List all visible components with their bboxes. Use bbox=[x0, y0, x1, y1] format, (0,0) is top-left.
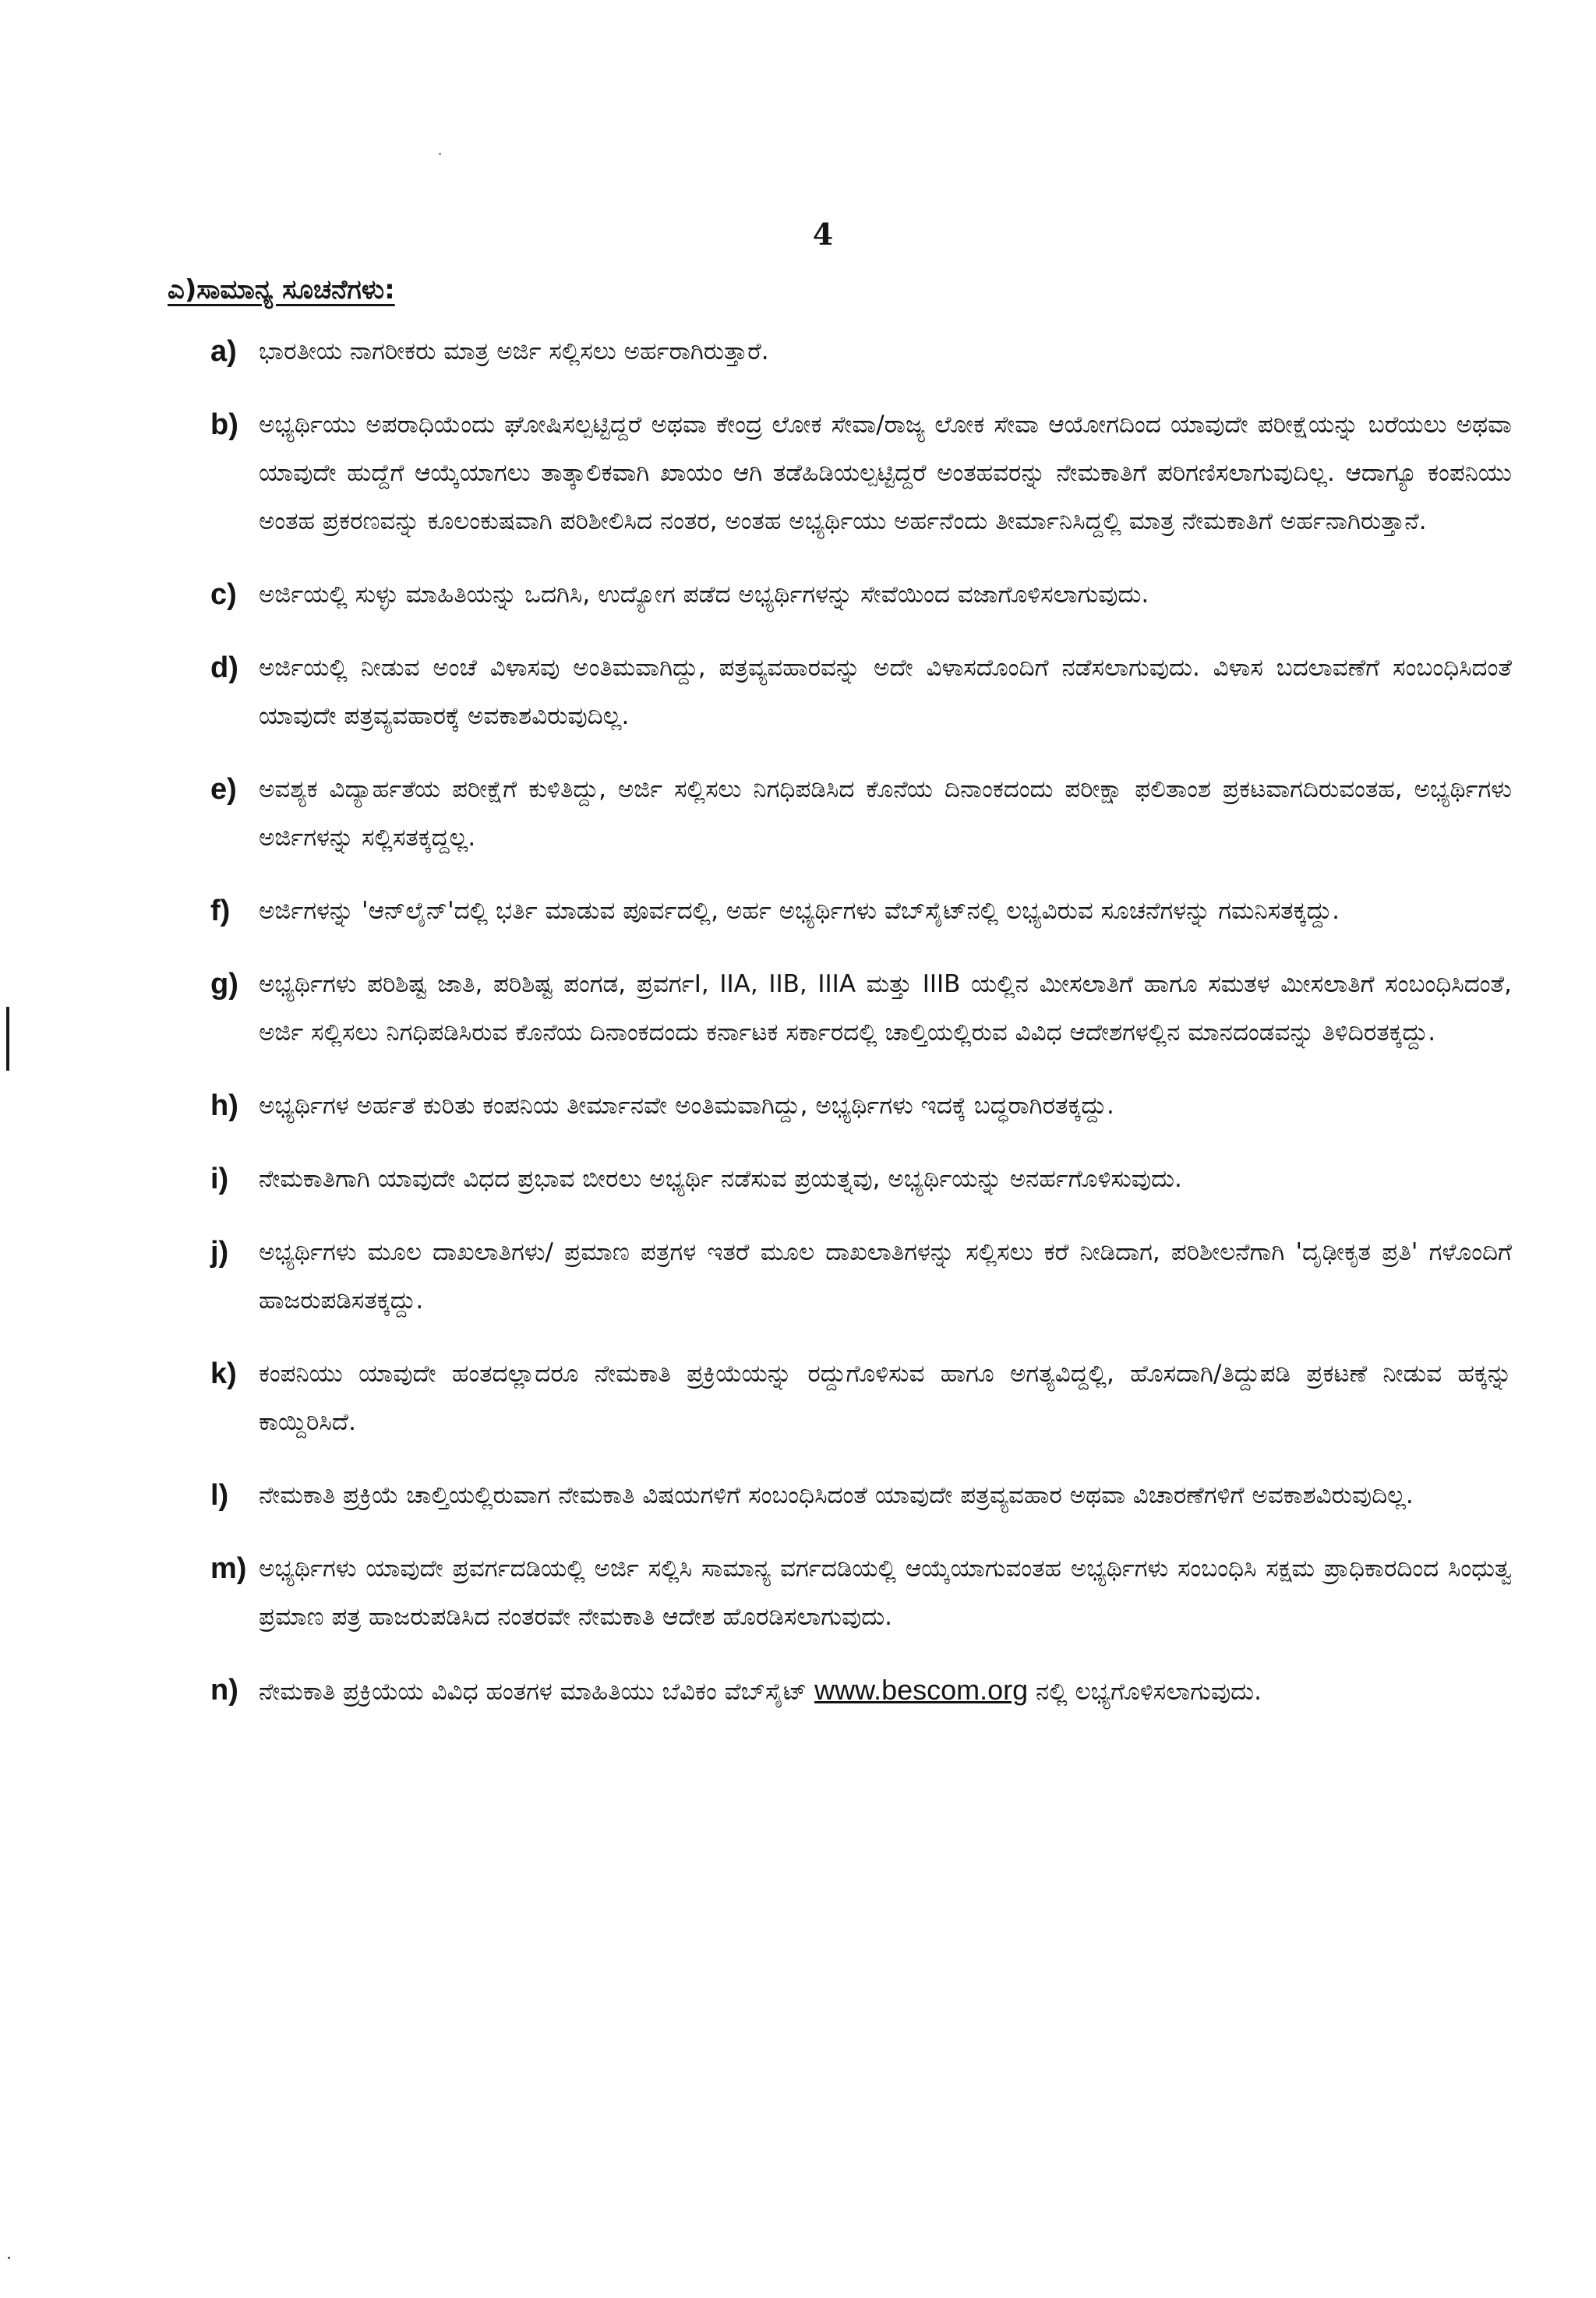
scan-speck bbox=[439, 153, 441, 155]
section-heading: ಎ)ಸಾಮಾನ್ಯ ಸೂಚನೆಗಳು: bbox=[168, 274, 395, 305]
item-letter: m) bbox=[210, 1552, 247, 1585]
scan-margin-mark bbox=[6, 1007, 9, 1071]
item-text: ಅಭ್ಯರ್ಥಿಗಳು ಮೂಲ ದಾಖಲಾತಿಗಳು/ ಪ್ರಮಾಣ ಪತ್ರಗಳ ಇತರೆ ಮೂಲ ದಾಖಲಾತಿಗಳನ್ನು ಸಲ್ಲಿಸಲು ಕರೆ ನೀಡಿದಾಗ, ಪರಿಶೀಲನೆಗಾಗಿ 'ದೃಢೀಕೃತ ಪ್ರತಿ' ಗಳೊಂದಿಗೆ ಹಾಜರುಪಡಿಸತಕ್ಕದ್ದು. bbox=[259, 1238, 1512, 1315]
list-item-a bbox=[210, 327, 1512, 376]
item-letter: j) bbox=[210, 1236, 229, 1269]
item-text: ಅರ್ಜಿಯಲ್ಲಿ ನೀಡುವ ಅಂಚೆ ವಿಳಾಸವು ಅಂತಿಮವಾಗಿದ್ದು, ಪತ್ರವ್ಯವಹಾರವನ್ನು ಅದೇ ವಿಳಾಸದೊಂದಿಗೆ ನಡೆಸಲಾಗುವುದು. ವಿಳಾಸ ಬದಲಾವಣೆಗೆ ಸಂಬಂಧಿಸಿದಂತೆ ಯಾವುದೇ ಪತ್ರವ್ಯವಹಾರಕ್ಕೆ ಅವಕಾಶವಿರುವುದಿಲ್ಲ. bbox=[259, 654, 1512, 730]
item-letter: b) bbox=[210, 408, 238, 441]
item-letter: h) bbox=[210, 1089, 238, 1122]
item-letter: g) bbox=[210, 968, 238, 1001]
list-item-g bbox=[210, 960, 1512, 1057]
item-text: ಅಭ್ಯರ್ಥಿಗಳು ಯಾವುದೇ ಪ್ರವರ್ಗದಡಿಯಲ್ಲಿ ಅರ್ಜಿ ಸಲ್ಲಿಸಿ ಸಾಮಾನ್ಯ ವರ್ಗದಡಿಯಲ್ಲಿ ಆಯ್ಕೆಯಾಗುವಂತಹ ಅಭ್ಯರ್ಥಿಗಳು ಸಂಬಂಧಿಸಿ ಸಕ್ಷಮ ಪ್ರಾಧಿಕಾರದಿಂದ ಸಿಂಧುತ್ವ ಪ್ರಮಾಣ ಪತ್ರ ಹಾಜರುಪಡಿಸಿದ ನಂತರವೇ ನೇಮಕಾತಿ ಆದೇಶ ಹೊರಡಿಸಲಾಗುವುದು. bbox=[259, 1555, 1512, 1631]
item-text: ಅರ್ಜಿಯಲ್ಲಿ ಸುಳ್ಳು ಮಾಹಿತಿಯನ್ನು ಒದಗಿಸಿ, ಉದ್ಯೋಗ ಪಡೆದ ಅಭ್ಯರ್ಥಿಗಳನ್ನು ಸೇವೆಯಿಂದ ವಜಾಗೊಳಿಸಲಾಗುವುದು. bbox=[259, 581, 1149, 609]
item-text: ಅಭ್ಯರ್ಥಿಗಳು ಪರಿಶಿಷ್ಟ ಜಾತಿ, ಪರಿಶಿಷ್ಟ ಪಂಗಡ, ಪ್ರವರ್ಗI, IIA, IIB, IIIA ಮತ್ತು IIIB ಯಲ್ಲಿನ ಮೀಸಲಾತಿಗೆ ಹಾಗೂ ಸಮತಳ ಮೀಸಲಾತಿಗೆ ಸಂಬಂಧಿಸಿದಂತೆ, ಅರ್ಜಿ ಸಲ್ಲಿಸಲು ನಿಗಧಿಪಡಿಸಿರುವ ಕೊನೆಯ ದಿನಾಂಕದಂದು ಕರ್ನಾಟಕ ಸರ್ಕಾರದಲ್ಲಿ ಚಾಲ್ತಿಯಲ್ಲಿರುವ ವಿವಿಧ ಆದೇಶಗಳಲ್ಲಿನ ಮಾನದಂಡವನ್ನು ತಿಳಿದಿರತಕ್ಕದ್ದು. bbox=[259, 970, 1512, 1047]
item-letter: c) bbox=[210, 578, 237, 611]
list-item-b bbox=[210, 401, 1512, 545]
scan-speck bbox=[8, 2257, 10, 2259]
bescom-website-link[interactable]: www.bescom.org bbox=[814, 1674, 1029, 1706]
item-text: ಅವಶ್ಯಕ ವಿದ್ಯಾರ್ಹತೆಯ ಪರೀಕ್ಷೆಗೆ ಕುಳಿತಿದ್ದು, ಅರ್ಜಿ ಸಲ್ಲಿಸಲು ನಿಗಧಿಪಡಿಸಿದ ಕೊನೆಯ ದಿನಾಂಕದಂದು ಪರೀಕ್ಷಾ ಫಲಿತಾಂಶ ಪ್ರಕಟವಾಗದಿರುವಂತಹ, ಅಭ್ಯರ್ಥಿಗಳು ಅರ್ಜಿಗಳನ್ನು ಸಲ್ಲಿಸತಕ್ಕದ್ದಲ್ಲ. bbox=[259, 775, 1512, 852]
list-item-j bbox=[210, 1228, 1512, 1325]
list-item-n bbox=[210, 1666, 1512, 1716]
item-text: ನೇಮಕಾತಿ ಪ್ರಕ್ರಿಯೆ ಚಾಲ್ತಿಯಲ್ಲಿರುವಾಗ ನೇಮಕಾತಿ ವಿಷಯಗಳಿಗೆ ಸಂಬಂಧಿಸಿದಂತೆ ಯಾವುದೇ ಪತ್ರವ್ಯವಹಾರ ಅಥವಾ ವಿಚಾರಣೆಗಳಿಗೆ ಅವಕಾಶವಿರುವುದಿಲ್ಲ. bbox=[259, 1481, 1414, 1509]
item-text: ಅಭ್ಯರ್ಥಿಗಳ ಅರ್ಹತೆ ಕುರಿತು ಕಂಪನಿಯ ತೀರ್ಮಾನವೇ ಅಂತಿಮವಾಗಿದ್ದು, ಅಭ್ಯರ್ಥಿಗಳು ಇದಕ್ಕೆ ಬದ್ಧರಾಗಿರತಕ್ಕದ್ದು. bbox=[259, 1092, 1114, 1120]
item-text: ನೇಮಕಾತಿಗಾಗಿ ಯಾವುದೇ ವಿಧದ ಪ್ರಭಾವ ಬೀರಲು ಅಭ್ಯರ್ಥಿ ನಡೆಸುವ ಪ್ರಯತ್ನವು, ಅಭ್ಯರ್ಥಿಯನ್ನು ಅನರ್ಹಗೊಳಿಸುವುದು. bbox=[259, 1165, 1182, 1193]
item-letter: n) bbox=[210, 1674, 238, 1707]
item-letter: k) bbox=[210, 1357, 237, 1390]
list-item-i bbox=[210, 1155, 1512, 1203]
item-letter: e) bbox=[210, 773, 237, 806]
list-item-e bbox=[210, 765, 1512, 862]
item-text: ಕಂಪನಿಯು ಯಾವುದೇ ಹಂತದಲ್ಲಾದರೂ ನೇಮಕಾತಿ ಪ್ರಕ್ರಿಯೆಯನ್ನು ರದ್ದುಗೊಳಿಸುವ ಹಾಗೂ ಅಗತ್ಯವಿದ್ದಲ್ಲಿ, ಹೊಸದಾಗಿ/ತಿದ್ದುಪಡಿ ಪ್ರಕಟಣೆ ನೀಡುವ ಹಕ್ಕನ್ನು ಕಾಯ್ದಿರಿಸಿದೆ. bbox=[259, 1360, 1512, 1436]
list-item-c bbox=[210, 570, 1512, 619]
item-letter: f) bbox=[210, 895, 231, 927]
item-text-before-link: ನೇಮಕಾತಿ ಪ್ರಕ್ರಿಯೆಯ ವಿವಿಧ ಹಂತಗಳ ಮಾಹಿತಿಯು ಬೆವಿಕಂ ವೆಬ್‌ಸೈಟ್ bbox=[259, 1678, 807, 1706]
item-letter: a) bbox=[210, 335, 237, 368]
list-item-k bbox=[210, 1350, 1512, 1446]
instructions-list bbox=[210, 327, 1512, 1741]
item-letter: d) bbox=[210, 651, 238, 684]
item-text: ಅರ್ಜಿಗಳನ್ನು 'ಆನ್‌ಲೈನ್'ದಲ್ಲಿ ಭರ್ತಿ ಮಾಡುವ ಪೂರ್ವದಲ್ಲಿ, ಅರ್ಹ ಅಭ್ಯರ್ಥಿಗಳು ವೆಬ್‌ಸೈಟ್‌ನಲ್ಲಿ ಲಭ್ಯವಿರುವ ಸೂಚನೆಗಳನ್ನು ಗಮನಿಸತಕ್ಕದ್ದು. bbox=[259, 897, 1340, 925]
item-text: ಅಭ್ಯರ್ಥಿಯು ಅಪರಾಧಿಯೆಂದು ಘೋಷಿಸಲ್ಪಟ್ಟಿದ್ದರೆ ಅಥವಾ ಕೇಂದ್ರ ಲೋಕ ಸೇವಾ/ರಾಜ್ಯ ಲೋಕ ಸೇವಾ ಆಯೋಗದಿಂದ ಯಾವುದೇ ಪರೀಕ್ಷೆಯನ್ನು ಬರೆಯಲು ಅಥವಾ ಯಾವುದೇ ಹುದ್ದೆಗೆ ಆಯ್ಕೆಯಾಗಲು ತಾತ್ಕಾಲಿಕವಾಗಿ ಖಾಯಂ ಆಗಿ ತಡೆಹಿಡಿಯಲ್ಪಟ್ಟಿದ್ದರೆ ಅಂತಹವರನ್ನು ನೇಮಕಾತಿಗೆ ಪರಿಗಣಿಸಲಾಗುವುದಿಲ್ಲ. ಆದಾಗ್ಯೂ ಕಂಪನಿಯು ಅಂತಹ ಪ್ರಕರಣವನ್ನು ಕೂಲಂಕುಷವಾಗಿ ಪರಿಶೀಲಿಸಿದ ನಂತರ, ಅಂತಹ ಅಭ್ಯರ್ಥಿಯು ಅರ್ಹನೆಂದು ತೀರ್ಮಾನಿಸಿದ್ದಲ್ಲಿ ಮಾತ್ರ ನೇಮಕಾತಿಗೆ ಅರ್ಹನಾಗಿರುತ್ತಾನೆ. bbox=[259, 411, 1512, 535]
list-item-l bbox=[210, 1471, 1512, 1520]
list-item-d bbox=[210, 644, 1512, 740]
item-text bbox=[259, 1666, 1512, 1716]
page-number: 4 bbox=[812, 217, 834, 252]
item-text-after-link: ನಲ್ಲಿ ಲಭ್ಯಗೊಳಿಸಲಾಗುವುದು. bbox=[1036, 1678, 1262, 1706]
list-item-h bbox=[210, 1082, 1512, 1130]
list-item-f bbox=[210, 887, 1512, 935]
item-text: ಭಾರತೀಯ ನಾಗರೀಕರು ಮಾತ್ರ ಅರ್ಜಿ ಸಲ್ಲಿಸಲು ಅರ್ಹರಾಗಿರುತ್ತಾರೆ. bbox=[259, 337, 769, 365]
item-letter: l) bbox=[210, 1479, 229, 1512]
list-item-m bbox=[210, 1544, 1512, 1641]
item-letter: i) bbox=[210, 1163, 229, 1195]
